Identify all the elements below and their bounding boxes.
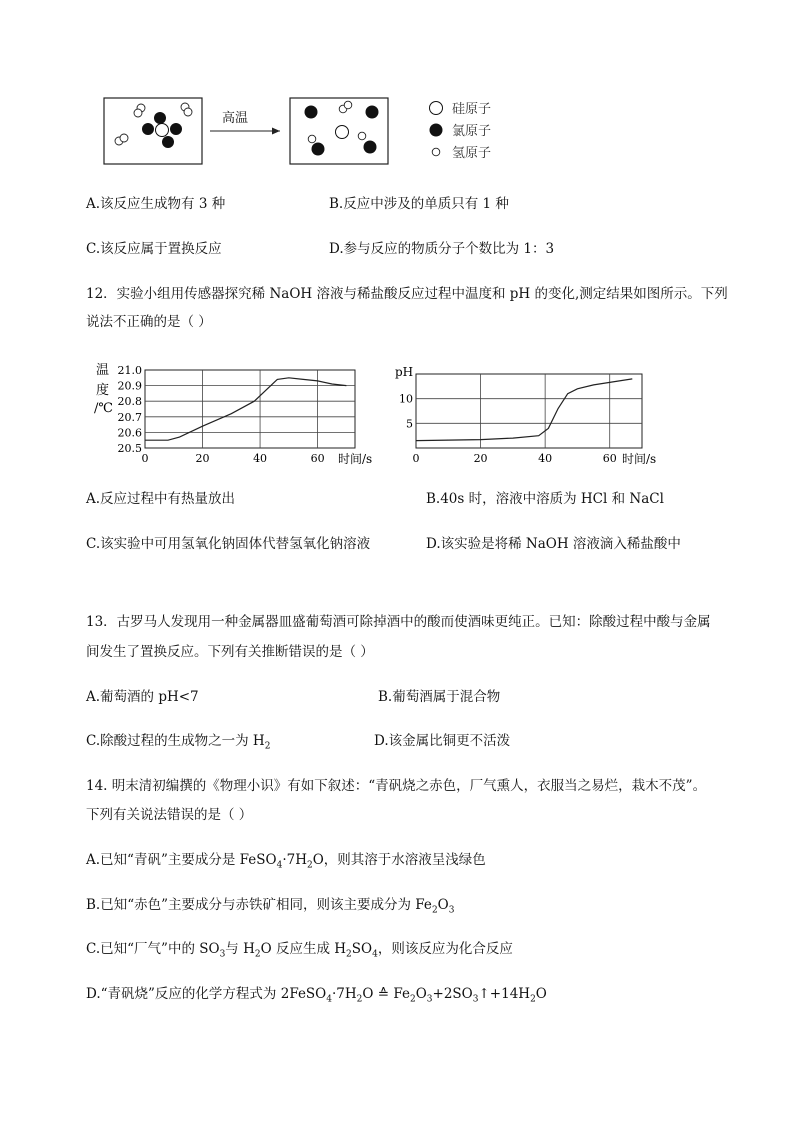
q14-option-d-text: ↑+14H xyxy=(478,986,531,1002)
legend-chlorine-icon xyxy=(430,124,443,137)
x-tick-label: 60 xyxy=(310,452,325,465)
temperature-chart-svg xyxy=(90,358,380,468)
subscript: 4 xyxy=(276,860,283,871)
q12-option-c[interactable]: C.该实验中可用氢氧化钠固体代替氢氧化钠溶液 xyxy=(86,536,371,552)
subscript: 2 xyxy=(254,949,261,960)
q11-option-b[interactable]: B.反应中涉及的单质只有 1 种 xyxy=(329,196,509,212)
subscript: 2 xyxy=(306,860,313,871)
q14-option-c-text: C.已知“厂气”中的 SO xyxy=(86,941,220,957)
ph-curve xyxy=(416,379,632,441)
subscript: 4 xyxy=(326,994,332,1005)
q12-option-d[interactable]: D.该实验是将稀 NaOH 溶液滴入稀盐酸中 xyxy=(426,536,681,552)
y-tick-label: 20.5 xyxy=(117,442,142,455)
ph-ylabel: pH xyxy=(395,365,414,379)
q14-option-a-text: A.已知“青矾”主要成分是 FeSO xyxy=(86,852,277,868)
chlorine-atom xyxy=(142,123,154,135)
legend-hydrogen-icon xyxy=(432,148,440,156)
y-tick-label: 5 xyxy=(406,417,413,431)
hydrogen-atom xyxy=(184,108,192,116)
silicon-atom xyxy=(336,126,349,139)
y-tick-label: 20.7 xyxy=(117,410,142,424)
q14-option-b-text: O xyxy=(437,897,449,913)
q14-option-a-text: O，则其溶于水溶液呈浅绿色 xyxy=(312,852,486,868)
hydrogen-atom xyxy=(134,109,142,117)
q14-option-d[interactable] xyxy=(86,985,547,1009)
q14-option-c-text: ，则该反应为化合反应 xyxy=(377,941,513,957)
temperature-curve xyxy=(145,378,346,440)
y-tick-label: 20.9 xyxy=(117,379,142,393)
q14-option-d-text: O xyxy=(415,986,427,1002)
q14-option-d-text: +2SO xyxy=(432,986,473,1002)
temperature-ylabel: /℃ xyxy=(94,401,113,416)
subscript: 2 xyxy=(346,949,352,960)
legend-silicon-label: 硅原子 xyxy=(452,102,492,117)
q13-option-c-text: C.除酸过程的生成物之一为 H xyxy=(86,733,265,749)
q14-option-d-text: O xyxy=(535,986,547,1002)
chlorine-atom xyxy=(170,123,182,135)
legend-silicon-icon xyxy=(430,102,443,115)
legend-hydrogen-label: 氢原子 xyxy=(452,146,492,161)
ph-xlabel: 时间/s xyxy=(622,452,657,466)
q13-option-a[interactable]: A.葡萄酒的 pH<7 xyxy=(86,689,199,705)
x-tick-label: 60 xyxy=(602,452,617,465)
chlorine-atom xyxy=(312,143,325,156)
q14-stem-line2: 下列有关说法错误的是（ ） xyxy=(86,807,253,823)
q12-option-b[interactable]: B.40s 时，溶液中溶质为 HCl 和 NaCl xyxy=(426,491,664,507)
q13-stem-line1: 13．古罗马人发现用一种金属器皿盛葡萄酒可除掉酒中的酸而使酒味更纯正。已知：除酸过程中酸与金属 xyxy=(86,614,711,630)
q12-stem-line1: 12．实验小组用传感器探究稀 NaOH 溶液与稀盐酸反应过程中温度和 pH 的变化,测定结果如图所示。下列 xyxy=(86,286,728,302)
y-tick-label: 21.0 xyxy=(117,364,142,377)
ph-chart xyxy=(390,358,690,468)
ph-chart-svg xyxy=(390,358,690,468)
temperature-ylabel: 度 xyxy=(96,383,110,398)
subscript: 3 xyxy=(426,994,433,1005)
subscript: 3 xyxy=(448,905,455,916)
q14-option-c[interactable] xyxy=(86,940,513,964)
hydrogen-atom xyxy=(308,135,316,143)
q14-option-b[interactable] xyxy=(86,896,454,920)
arrow-head-icon xyxy=(272,128,280,135)
chlorine-atom xyxy=(364,141,377,154)
temperature-chart xyxy=(90,358,380,468)
subscript: 2 xyxy=(409,994,416,1005)
subscript: 3 xyxy=(472,994,479,1005)
q14-option-c-text: 与 H xyxy=(225,941,255,957)
q14-option-b-text: B.已知“赤色”主要成分与赤铁矿相同，则该主要成分为 Fe xyxy=(86,897,432,913)
q13-option-b[interactable]: B.葡萄酒属于混合物 xyxy=(378,689,501,705)
silicon-atom xyxy=(156,124,169,137)
q12-stem-line2: 说法不正确的是（ ） xyxy=(86,314,212,330)
q14-option-d-text: D.“青矾烧”反应的化学方程式为 2FeSO xyxy=(86,986,327,1002)
temperature-xlabel: 时间/s xyxy=(338,452,373,466)
chlorine-atom xyxy=(154,112,166,124)
subscript: 2 xyxy=(356,994,363,1005)
q12-option-a[interactable]: A.反应过程中有热量放出 xyxy=(86,491,236,507)
hydrogen-atom xyxy=(344,101,352,109)
x-tick-label: 20 xyxy=(473,452,488,465)
q14-option-a[interactable] xyxy=(86,851,486,875)
subscript: 3 xyxy=(219,949,226,960)
reaction-diagram xyxy=(100,92,520,172)
q11-option-d[interactable]: D.参与反应的物质分子个数比为 1：3 xyxy=(329,241,555,257)
hydrogen-atom xyxy=(120,134,128,142)
x-tick-label: 40 xyxy=(253,452,268,465)
q13-stem-line2: 间发生了置换反应。下列有关推断错误的是（ ） xyxy=(86,644,374,660)
y-tick-label: 10 xyxy=(399,392,413,406)
chlorine-atom xyxy=(366,106,379,119)
hydrogen-atom xyxy=(358,132,366,140)
q11-option-c[interactable]: C.该反应属于置换反应 xyxy=(86,241,222,257)
x-tick-label: 40 xyxy=(538,452,553,465)
q14-option-c-text: SO xyxy=(351,941,373,957)
y-tick-label: 20.6 xyxy=(117,426,142,440)
q14-stem-line1: 14. 明末清初编撰的《物理小识》有如下叙述：“青矾烧之赤色，厂气熏人，衣服当之易烂，栽木不茂”。 xyxy=(86,778,707,794)
q13-option-c[interactable] xyxy=(86,732,270,756)
temperature-ylabel: 温 xyxy=(96,363,110,378)
q13-option-d[interactable]: D.该金属比铜更不活泼 xyxy=(374,733,511,749)
chlorine-atom xyxy=(162,136,174,148)
x-tick-label: 0 xyxy=(412,452,420,465)
subscript: 2 xyxy=(530,994,536,1005)
arrow-label: 高温 xyxy=(222,111,249,126)
chlorine-atom xyxy=(305,106,318,119)
x-tick-label: 20 xyxy=(195,452,210,465)
q13-option-c-subscript: 2 xyxy=(264,741,271,752)
q14-option-d-text: O ≙ Fe xyxy=(362,986,410,1002)
reaction-diagram-svg xyxy=(100,92,520,172)
y-tick-label: 20.8 xyxy=(117,395,142,409)
subscript: 2 xyxy=(431,905,438,916)
q14-option-a-text: ·7H xyxy=(282,852,307,868)
subscript: 4 xyxy=(372,949,378,960)
x-tick-label: 0 xyxy=(141,452,149,465)
q14-option-d-text: ·7H xyxy=(332,986,357,1002)
q11-option-a[interactable]: A.该反应生成物有 3 种 xyxy=(86,196,226,212)
legend-chlorine-label: 氯原子 xyxy=(452,124,492,139)
q14-option-c-text: O 反应生成 H xyxy=(260,941,347,957)
